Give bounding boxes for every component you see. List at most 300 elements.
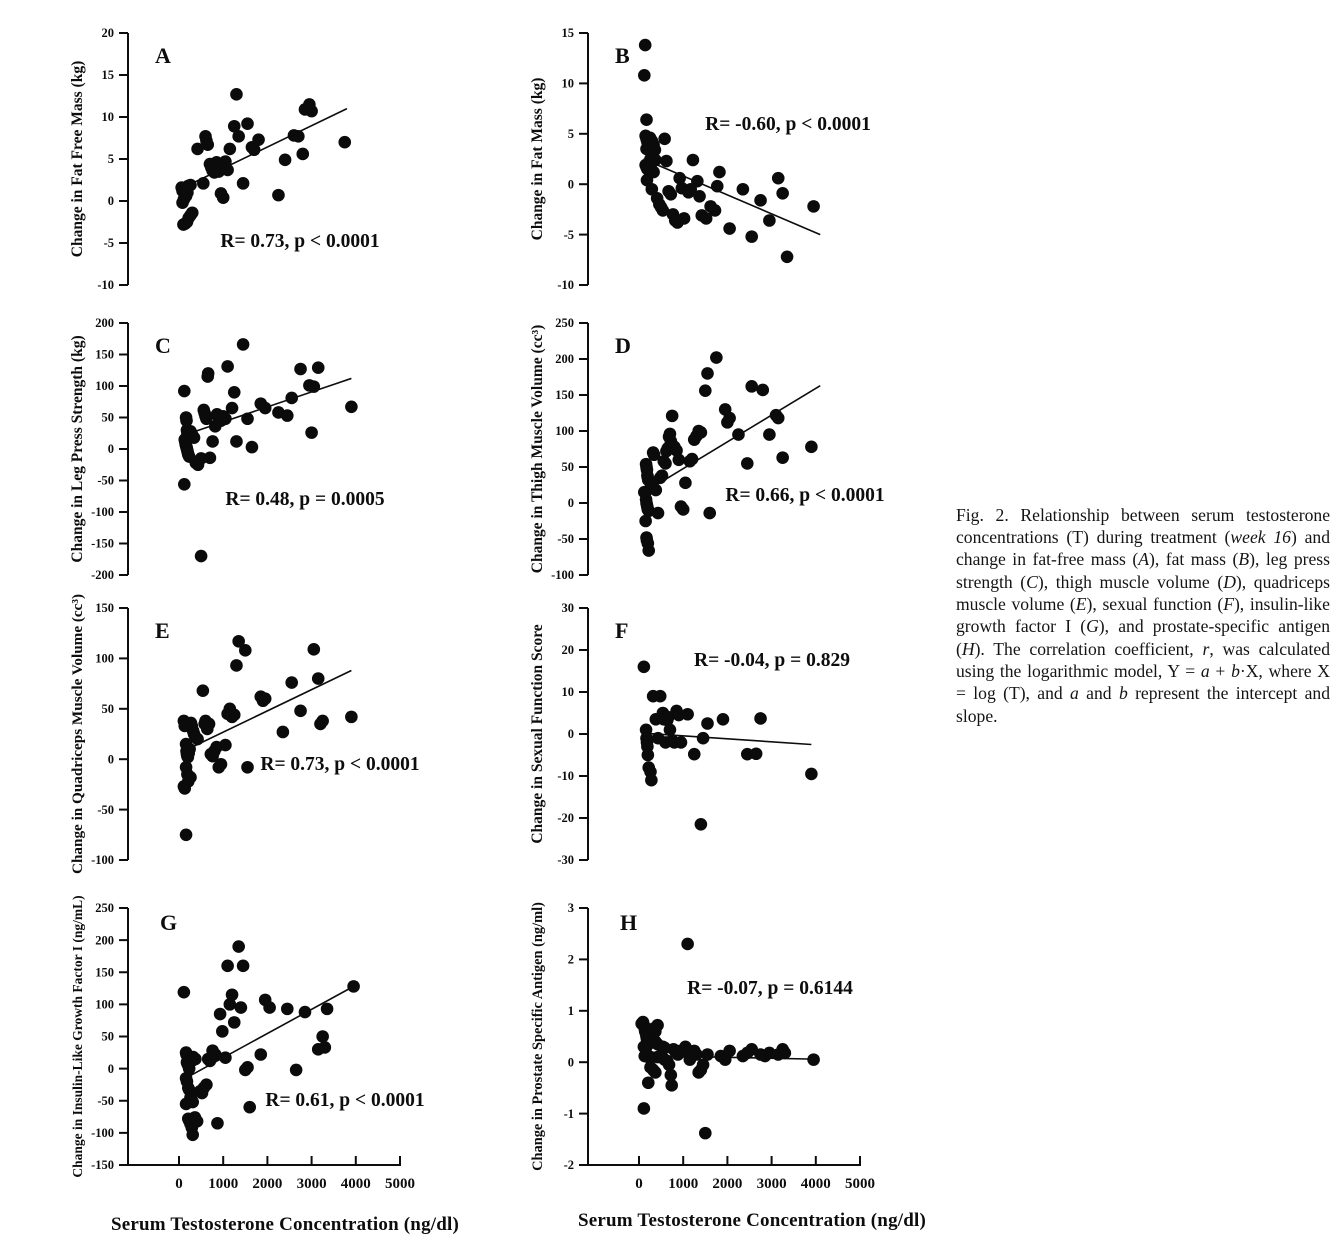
data-point bbox=[219, 412, 232, 425]
data-point bbox=[219, 1051, 232, 1064]
y-tick-label: 100 bbox=[95, 651, 114, 666]
y-tick-label: 20 bbox=[561, 643, 574, 658]
data-point bbox=[319, 1041, 332, 1054]
data-point bbox=[312, 361, 325, 374]
data-point bbox=[285, 392, 298, 405]
panel-c-svg bbox=[60, 305, 480, 595]
y-tick-label: 100 bbox=[555, 424, 574, 439]
y-axis-title: Change in Fat Mass (kg) bbox=[529, 77, 546, 241]
data-point bbox=[259, 402, 272, 415]
data-point bbox=[272, 189, 285, 202]
data-point bbox=[308, 643, 321, 656]
x-axis-title-left: Serum Testosterone Concentration (ng/dl) bbox=[110, 1214, 460, 1235]
data-point bbox=[701, 367, 714, 380]
data-point bbox=[184, 179, 197, 192]
y-axis-title: Change in Sexual Function Score bbox=[529, 624, 546, 844]
data-point bbox=[709, 204, 722, 217]
data-point bbox=[263, 1001, 276, 1014]
data-point bbox=[666, 410, 679, 423]
data-point bbox=[745, 230, 758, 243]
data-point bbox=[695, 818, 708, 831]
data-point bbox=[206, 435, 219, 448]
y-tick-label: -100 bbox=[91, 853, 114, 868]
y-tick-label: 0 bbox=[107, 752, 114, 767]
data-point bbox=[345, 400, 358, 413]
data-point bbox=[195, 550, 208, 563]
y-tick-label: 5 bbox=[567, 127, 574, 141]
data-point bbox=[230, 659, 243, 672]
regression-line bbox=[188, 670, 352, 749]
data-point bbox=[741, 457, 754, 470]
data-point bbox=[183, 743, 196, 756]
panel-c bbox=[60, 305, 480, 600]
data-point bbox=[347, 980, 360, 993]
data-point bbox=[639, 515, 652, 528]
data-point bbox=[203, 718, 216, 731]
data-point bbox=[642, 749, 655, 762]
data-point bbox=[211, 1117, 224, 1130]
data-point bbox=[781, 250, 794, 263]
data-point bbox=[226, 402, 239, 415]
y-tick-label: 0 bbox=[567, 727, 574, 742]
panel-e-svg bbox=[60, 590, 480, 880]
x-tick-label: 4000 bbox=[800, 1176, 831, 1192]
y-tick-label: 200 bbox=[555, 352, 574, 367]
data-point bbox=[178, 478, 191, 491]
data-point bbox=[188, 431, 201, 444]
y-tick-label: 250 bbox=[555, 316, 574, 331]
y-tick-label: -100 bbox=[91, 505, 114, 520]
y-tick-label: -100 bbox=[91, 1126, 114, 1141]
panel-e bbox=[60, 590, 480, 885]
panel-h bbox=[520, 878, 940, 1213]
correlation-annotation: R= 0.73, p < 0.0001 bbox=[220, 231, 380, 252]
data-point bbox=[675, 736, 688, 749]
data-point bbox=[678, 212, 691, 225]
y-tick-label: 250 bbox=[95, 901, 114, 916]
data-points bbox=[178, 338, 358, 562]
caption-italic-run: C bbox=[1026, 571, 1038, 592]
correlation-annotation: R= -0.07, p = 0.6144 bbox=[687, 978, 853, 999]
x-tick-label: 2000 bbox=[712, 1176, 743, 1192]
data-point bbox=[221, 960, 234, 973]
data-points bbox=[635, 938, 820, 1140]
y-tick-label: 0 bbox=[107, 194, 114, 209]
data-point bbox=[805, 768, 818, 781]
data-point bbox=[178, 385, 191, 398]
panel-letter: F bbox=[615, 618, 629, 643]
data-point bbox=[750, 747, 763, 760]
panel-letter: C bbox=[155, 333, 171, 358]
data-point bbox=[701, 717, 714, 730]
data-points bbox=[178, 635, 358, 841]
data-point bbox=[677, 503, 690, 516]
data-point bbox=[681, 938, 694, 951]
x-tick-label: 4000 bbox=[340, 1176, 371, 1192]
data-point bbox=[312, 672, 325, 685]
data-point bbox=[230, 88, 243, 101]
data-point bbox=[197, 684, 210, 697]
data-point bbox=[191, 733, 204, 746]
data-point bbox=[658, 133, 671, 146]
data-point bbox=[642, 544, 655, 557]
data-point bbox=[285, 676, 298, 689]
caption-italic-run: B bbox=[1238, 549, 1250, 570]
y-tick-label: -10 bbox=[557, 769, 574, 784]
data-point bbox=[305, 105, 318, 118]
caption-run: , was calculated using the logarithmic model, Y = bbox=[956, 638, 1330, 681]
x-tick-label: 0 bbox=[175, 1176, 183, 1192]
data-point bbox=[772, 412, 785, 425]
figure-caption bbox=[956, 504, 1330, 727]
data-point bbox=[679, 477, 692, 490]
data-point bbox=[226, 988, 239, 1001]
data-point bbox=[279, 154, 292, 167]
caption-run: Fig. 2. Relationship between serum testosterone concentrations (T) during treatment ( bbox=[956, 504, 1330, 547]
caption-run: ), quadriceps muscle volume ( bbox=[956, 571, 1330, 614]
data-point bbox=[691, 175, 704, 188]
data-point bbox=[230, 435, 243, 448]
caption-italic-run: E bbox=[1075, 593, 1087, 614]
caption-italic-run: week 16 bbox=[1230, 526, 1291, 547]
panel-d bbox=[520, 305, 940, 600]
data-point bbox=[281, 409, 294, 422]
caption-run: ), fat mass ( bbox=[1149, 549, 1239, 570]
y-tick-label: 200 bbox=[95, 316, 114, 331]
data-point bbox=[254, 1048, 267, 1061]
data-point bbox=[219, 739, 232, 752]
data-point bbox=[664, 724, 677, 737]
x-tick-label: 3000 bbox=[296, 1176, 327, 1192]
correlation-annotation: R= -0.60, p < 0.0001 bbox=[705, 114, 871, 135]
data-point bbox=[239, 644, 252, 657]
data-point bbox=[178, 986, 191, 999]
data-point bbox=[649, 1066, 662, 1079]
panel-b-svg bbox=[520, 15, 940, 305]
data-point bbox=[754, 712, 767, 725]
data-point bbox=[241, 1061, 254, 1074]
caption-italic-run: r bbox=[1202, 638, 1210, 659]
panel-letter: G bbox=[160, 910, 178, 935]
data-point bbox=[703, 507, 716, 520]
data-point bbox=[232, 940, 245, 953]
data-point bbox=[665, 188, 678, 201]
data-point bbox=[237, 338, 250, 351]
data-point bbox=[693, 190, 706, 203]
data-point bbox=[659, 457, 672, 470]
data-point bbox=[652, 507, 665, 520]
data-point bbox=[237, 177, 250, 190]
data-point bbox=[642, 1076, 655, 1089]
data-point bbox=[717, 713, 730, 726]
y-tick-label: 15 bbox=[561, 26, 574, 41]
panel-h-svg bbox=[520, 878, 940, 1208]
data-point bbox=[638, 69, 651, 82]
y-tick-label: 0 bbox=[567, 177, 574, 192]
data-point bbox=[688, 748, 701, 761]
data-point bbox=[772, 172, 785, 185]
caption-italic-run: F bbox=[1223, 593, 1234, 614]
data-point bbox=[294, 363, 307, 376]
data-point bbox=[745, 380, 758, 393]
data-point bbox=[649, 154, 662, 167]
data-point bbox=[321, 1003, 334, 1016]
caption-italic-run: H bbox=[961, 638, 975, 659]
panel-f bbox=[520, 590, 940, 885]
caption-italic-run: b bbox=[1231, 661, 1240, 681]
y-axis-title: Change in Fat Free Mass (kg) bbox=[69, 60, 86, 258]
caption-italic-run: A bbox=[1138, 549, 1150, 570]
correlation-annotation: R= -0.04, p = 0.829 bbox=[693, 650, 851, 671]
data-point bbox=[176, 196, 189, 209]
panel-a-svg bbox=[60, 15, 480, 305]
data-point bbox=[695, 426, 708, 439]
caption-run: ) and change in fat-free mass ( bbox=[956, 526, 1330, 570]
y-tick-label: 3 bbox=[567, 901, 574, 916]
caption-run: ), sexual function ( bbox=[1086, 593, 1224, 614]
data-point bbox=[180, 1098, 193, 1111]
data-point bbox=[228, 386, 241, 399]
data-point bbox=[660, 155, 673, 168]
data-point bbox=[763, 214, 776, 227]
data-point bbox=[640, 113, 653, 126]
panel-letter: E bbox=[155, 618, 170, 643]
data-point bbox=[779, 1047, 792, 1060]
caption-italic-run: b bbox=[1118, 683, 1128, 704]
data-point bbox=[241, 117, 254, 130]
data-point bbox=[723, 1045, 736, 1058]
y-tick-label: -2 bbox=[563, 1158, 574, 1173]
panel-letter: D bbox=[615, 333, 631, 358]
data-point bbox=[252, 133, 265, 146]
y-tick-label: 50 bbox=[101, 410, 114, 425]
data-point bbox=[186, 206, 199, 219]
data-point bbox=[224, 143, 237, 156]
data-point bbox=[214, 1008, 227, 1021]
y-tick-label: -50 bbox=[97, 802, 114, 817]
data-point bbox=[305, 426, 318, 439]
data-point bbox=[645, 774, 658, 787]
y-tick-label: 10 bbox=[101, 110, 114, 125]
data-point bbox=[259, 692, 272, 705]
correlation-annotation: R= 0.48, p = 0.0005 bbox=[225, 489, 385, 510]
y-axis-title: Change in Prostate Specific Antigen (ng/ml) bbox=[530, 902, 546, 1171]
x-tick-label: 5000 bbox=[845, 1176, 875, 1192]
data-point bbox=[345, 711, 358, 724]
caption-run: + bbox=[1209, 661, 1232, 681]
x-axis-title-right: Serum Testosterone Concentration (ng/dl) bbox=[577, 1210, 927, 1231]
panel-letter: A bbox=[155, 43, 171, 68]
correlation-annotation: R= 0.61, p < 0.0001 bbox=[265, 1090, 425, 1111]
y-axis-title: Change in Insulin-Like Growth Factor I (ng/mL) bbox=[70, 895, 85, 1178]
x-tick-label: 1000 bbox=[668, 1176, 699, 1192]
y-tick-label: 100 bbox=[95, 997, 114, 1012]
data-point bbox=[807, 200, 820, 213]
y-tick-label: -10 bbox=[557, 278, 574, 293]
y-tick-label: 15 bbox=[101, 68, 114, 83]
data-point bbox=[308, 380, 321, 393]
data-point bbox=[290, 1064, 303, 1077]
y-tick-label: -50 bbox=[557, 532, 574, 547]
data-point bbox=[215, 758, 228, 771]
y-tick-label: 1 bbox=[567, 1004, 574, 1018]
y-axis-title: Change in Quadriceps Muscle Volume (cc³) bbox=[69, 593, 86, 875]
data-point bbox=[184, 771, 197, 784]
data-point bbox=[638, 661, 651, 674]
y-tick-label: -200 bbox=[91, 568, 114, 583]
data-point bbox=[754, 194, 767, 207]
data-point bbox=[723, 222, 736, 235]
panel-letter: B bbox=[615, 43, 630, 68]
data-point bbox=[235, 1001, 248, 1014]
y-tick-label: -20 bbox=[557, 811, 574, 826]
panel-a bbox=[60, 15, 480, 310]
data-point bbox=[202, 367, 215, 380]
data-point bbox=[776, 187, 789, 200]
data-point bbox=[756, 384, 769, 397]
panel-g bbox=[60, 878, 480, 1213]
y-tick-label: 50 bbox=[101, 1029, 114, 1044]
data-point bbox=[191, 1115, 204, 1128]
data-point bbox=[681, 708, 694, 721]
x-tick-label: 2000 bbox=[252, 1176, 283, 1192]
y-tick-label: 150 bbox=[555, 388, 574, 403]
data-point bbox=[807, 1053, 820, 1066]
y-tick-label: -100 bbox=[551, 568, 574, 583]
caption-run: ·X, where X = log (T), and bbox=[956, 661, 1330, 704]
caption-run: ), and prostate-specific antigen ( bbox=[956, 616, 1330, 659]
y-tick-label: 100 bbox=[95, 379, 114, 394]
correlation-annotation: R= 0.66, p < 0.0001 bbox=[725, 485, 885, 506]
y-tick-label: 10 bbox=[561, 685, 574, 700]
y-tick-label: -5 bbox=[103, 236, 114, 251]
data-point bbox=[277, 726, 290, 739]
data-point bbox=[316, 715, 329, 728]
x-tick-label: 5000 bbox=[385, 1176, 415, 1192]
data-point bbox=[201, 138, 214, 151]
data-point bbox=[228, 1016, 241, 1029]
caption-italic-run: a bbox=[1070, 683, 1079, 704]
y-tick-label: 30 bbox=[561, 601, 574, 616]
data-point bbox=[699, 1127, 712, 1140]
data-point bbox=[200, 1078, 213, 1091]
data-point bbox=[299, 1006, 312, 1019]
data-point bbox=[649, 484, 662, 497]
x-tick-label: 3000 bbox=[756, 1176, 787, 1192]
data-point bbox=[186, 1129, 199, 1142]
data-point bbox=[180, 829, 193, 842]
data-point bbox=[197, 177, 210, 190]
y-tick-label: -30 bbox=[557, 853, 574, 868]
data-point bbox=[687, 154, 700, 167]
caption-run: ), thigh muscle volume ( bbox=[1037, 571, 1224, 592]
caption-run: ), insulin-like growth factor I ( bbox=[956, 593, 1330, 637]
y-tick-label: 10 bbox=[561, 76, 574, 91]
data-point bbox=[217, 191, 230, 204]
data-point bbox=[686, 453, 699, 466]
data-point bbox=[639, 39, 652, 52]
data-point bbox=[237, 960, 250, 973]
y-tick-label: 0 bbox=[107, 1061, 114, 1076]
data-point bbox=[699, 384, 712, 397]
data-point bbox=[737, 183, 750, 196]
data-point bbox=[221, 164, 234, 177]
y-tick-label: 0 bbox=[567, 496, 574, 511]
data-point bbox=[292, 130, 305, 143]
panel-b bbox=[520, 15, 940, 310]
data-point bbox=[296, 148, 309, 161]
data-point bbox=[701, 1048, 714, 1061]
data-point bbox=[732, 428, 745, 441]
data-point bbox=[651, 1019, 664, 1032]
data-point bbox=[246, 441, 259, 454]
data-point bbox=[805, 441, 818, 454]
data-point bbox=[763, 428, 776, 441]
data-point bbox=[316, 1030, 329, 1043]
panel-f-svg bbox=[520, 590, 940, 880]
panel-d-svg bbox=[520, 305, 940, 595]
y-tick-label: 20 bbox=[101, 26, 114, 41]
y-axis-title: Change in Leg Press Strength (kg) bbox=[69, 335, 86, 563]
y-tick-label: 50 bbox=[101, 702, 114, 716]
data-point bbox=[241, 412, 254, 425]
caption-run: ), leg press strength ( bbox=[956, 549, 1330, 592]
caption-run: and bbox=[1078, 683, 1119, 704]
y-tick-label: -50 bbox=[97, 473, 114, 488]
data-point bbox=[723, 412, 736, 425]
data-point bbox=[281, 1003, 294, 1016]
caption-run: ). The correlation coefficient, bbox=[974, 638, 1203, 659]
data-point bbox=[713, 166, 726, 179]
data-points bbox=[175, 88, 351, 231]
caption-italic-run: a bbox=[1200, 661, 1210, 681]
data-points bbox=[638, 661, 818, 831]
data-point bbox=[243, 1101, 256, 1114]
data-point bbox=[221, 360, 234, 373]
y-tick-label: -10 bbox=[97, 278, 114, 293]
y-tick-label: 150 bbox=[95, 965, 114, 980]
data-points bbox=[638, 39, 820, 263]
data-point bbox=[232, 130, 245, 143]
y-tick-label: 150 bbox=[95, 347, 114, 362]
data-point bbox=[697, 732, 710, 745]
data-point bbox=[710, 351, 723, 364]
data-point bbox=[216, 1025, 229, 1038]
data-point bbox=[338, 136, 351, 149]
correlation-annotation: R= 0.73, p < 0.0001 bbox=[260, 754, 420, 775]
data-point bbox=[204, 452, 217, 465]
y-tick-label: 2 bbox=[567, 952, 574, 967]
panel-g-svg bbox=[60, 878, 480, 1208]
y-tick-label: -1 bbox=[563, 1106, 574, 1121]
x-tick-label: 0 bbox=[635, 1176, 643, 1192]
y-tick-label: 0 bbox=[107, 442, 114, 457]
x-tick-label: 1000 bbox=[208, 1176, 239, 1192]
y-tick-label: -150 bbox=[91, 1158, 114, 1173]
data-point bbox=[711, 180, 724, 193]
data-point bbox=[672, 454, 685, 467]
data-point bbox=[294, 705, 307, 718]
data-point bbox=[228, 709, 241, 722]
data-point bbox=[656, 469, 669, 482]
data-point bbox=[776, 451, 789, 464]
y-tick-label: -5 bbox=[563, 227, 574, 242]
caption-run: represent the intercept and slope. bbox=[956, 683, 1331, 726]
y-tick-label: -150 bbox=[91, 536, 114, 551]
y-axis-title: Change in Thigh Muscle Volume (cc³) bbox=[529, 324, 546, 574]
y-tick-label: 200 bbox=[95, 933, 114, 948]
y-tick-label: 5 bbox=[107, 152, 114, 167]
